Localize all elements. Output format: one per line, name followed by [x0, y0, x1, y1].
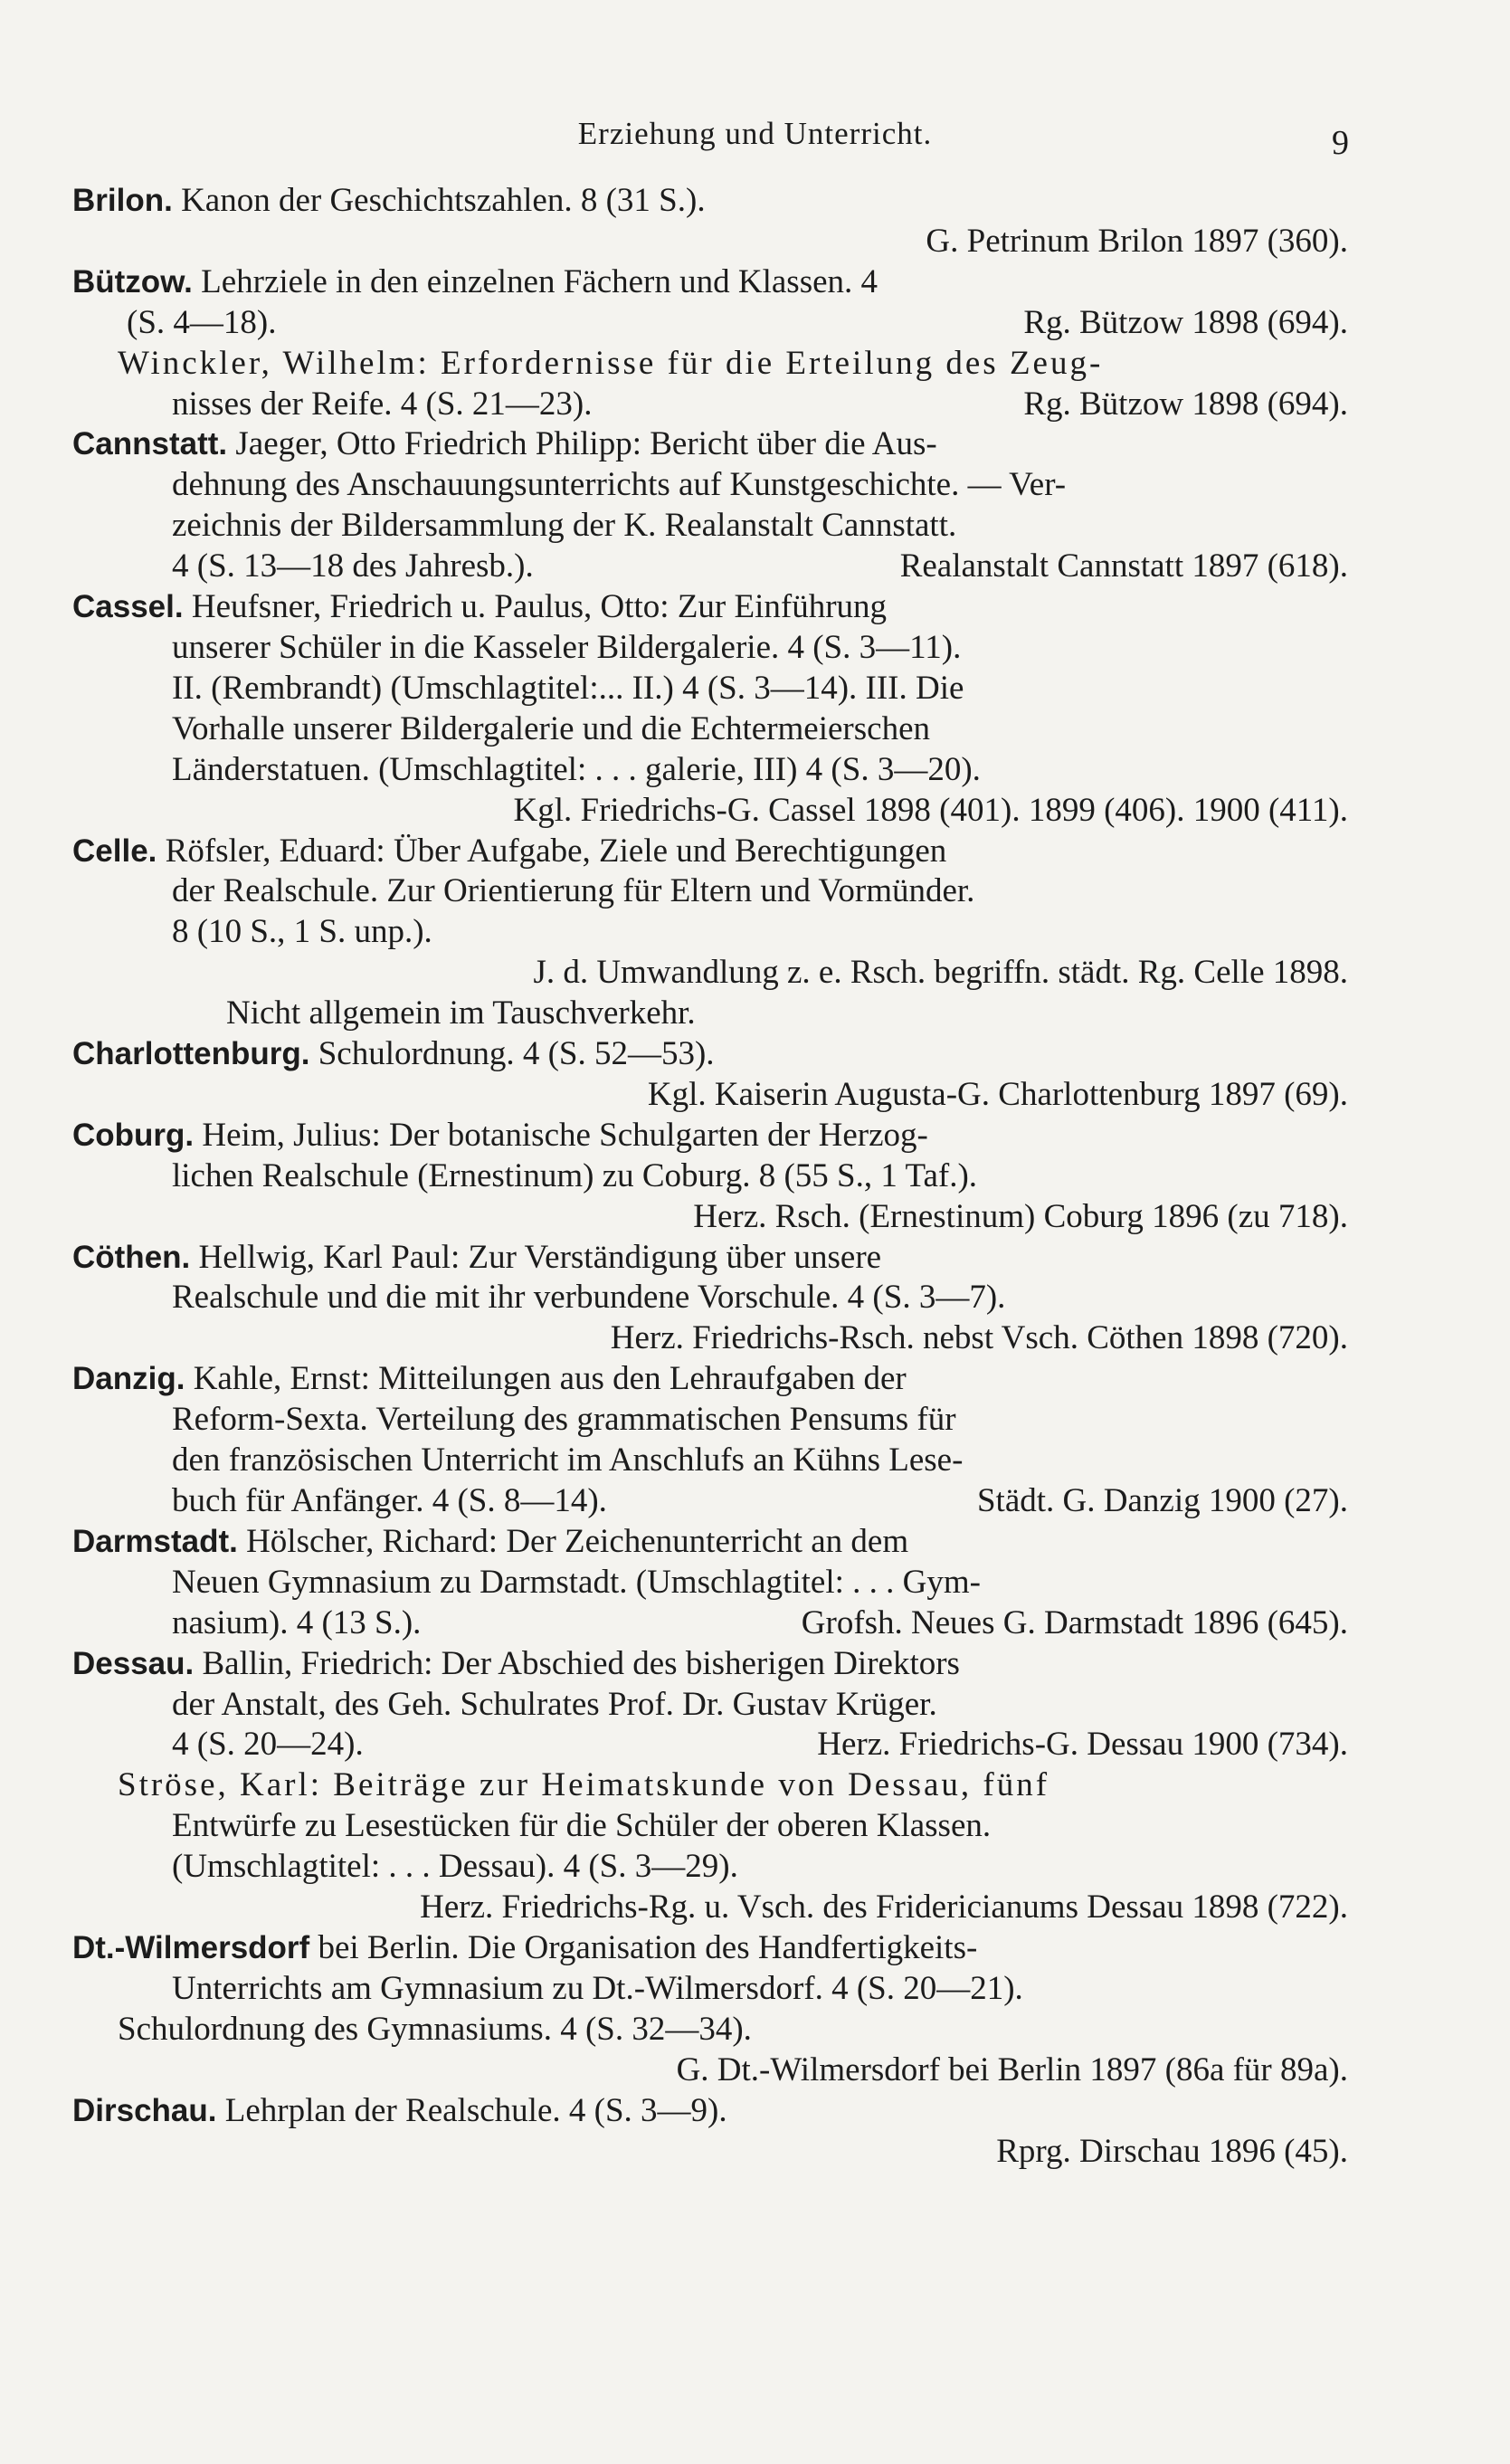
entry-line: Lehrplan der Realschule. 4 (S. 3—9).	[224, 2091, 727, 2129]
entry-cassel	[72, 587, 1348, 831]
entry-celle	[72, 832, 1348, 1035]
entry-dt-wilmersdorf	[72, 1928, 1348, 2091]
place-heading: Danzig.	[72, 1361, 185, 1397]
entry-line: der Realschule. Zur Orientierung für Eltern und Vormünder.	[172, 872, 975, 910]
source-line: Rg. Bützow 1898 (694).	[1023, 303, 1348, 341]
place-heading: Dirschau.	[72, 2092, 217, 2128]
entry-line: Ballin, Friedrich: Der Abschied des bisherigen Direktors	[202, 1644, 960, 1682]
place-heading: Bützow.	[72, 263, 193, 300]
source-line: Herz. Rsch. (Ernestinum) Coburg 1896 (zu 718).	[693, 1197, 1348, 1235]
entry-line: der Anstalt, des Geh. Schulrates Prof. Dr. Gustav Krüger.	[172, 1685, 937, 1723]
bibliography-list	[72, 181, 1348, 2172]
source-line: Herz. Friedrichs-Rg. u. Vsch. des Fridericianums Dessau 1898 (722).	[420, 1888, 1348, 1926]
entry-line: Jaeger, Otto Friedrich Philipp: Bericht über die Aus-	[235, 425, 937, 463]
entry-line: Röfsler, Eduard: Über Aufgabe, Ziele und Berechtigungen	[165, 832, 947, 870]
entry-charlottenburg	[72, 1034, 1348, 1116]
entry-brilon	[72, 181, 1348, 262]
entry-line: Kahle, Ernst: Mitteilungen aus den Lehraufgaben der	[193, 1360, 907, 1398]
entry-line: dehnung des Anschauungsunterrichts auf Kunstgeschichte. — Ver-	[172, 466, 1067, 504]
entry-line: den französischen Unterricht im Anschlufs an Kühns Lese-	[172, 1441, 964, 1479]
entry-dirschau	[72, 2091, 1348, 2173]
entry-note: Nicht allgemein im Tauschverkehr.	[226, 994, 696, 1032]
source-line: J. d. Umwandlung z. e. Rsch. begriffn. städt. Rg. Celle 1898.	[533, 954, 1348, 992]
source-line: Rprg. Dirschau 1896 (45).	[996, 2132, 1348, 2170]
page-number: 9	[1332, 124, 1349, 162]
place-heading: Cassel.	[72, 589, 184, 625]
place-heading: Brilon.	[72, 183, 173, 218]
entry-line: Realschule und die mit ihr verbundene Vorschule. 4 (S. 3—7).	[172, 1279, 1006, 1317]
entry-line: Vorhalle unserer Bildergalerie und die Echtermeierschen	[172, 709, 930, 747]
source-line: Realanstalt Cannstatt 1897 (618).	[899, 547, 1348, 585]
entry-coethen	[72, 1238, 1348, 1360]
entry-line: II. (Rembrandt) (Umschlagtitel:... II.) 4 (S. 3—14). III. Die	[172, 669, 964, 707]
source-line: Grofsh. Neues G. Darmstadt 1896 (645).	[801, 1603, 1348, 1641]
entry-line: buch für Anfänger. 4 (S. 8—14).	[172, 1482, 607, 1519]
source-line: G. Petrinum Brilon 1897 (360).	[926, 222, 1348, 260]
entry-line: Reform-Sexta. Verteilung des grammatischen Pensums für	[172, 1401, 956, 1439]
entry-line: 4 (S. 20—24).	[172, 1726, 364, 1764]
entry-line: Länderstatuen. (Umschlagtitel: . . . galerie, III) 4 (S. 3—20).	[172, 750, 981, 788]
entry-line: Unterrichts am Gymnasium zu Dt.-Wilmersdorf. 4 (S. 20—21).	[172, 1969, 1023, 2007]
entry-line: lichen Realschule (Ernestinum) zu Coburg. 8 (55 S., 1 Taf.).	[172, 1156, 978, 1194]
running-title: Erziehung und Unterricht.	[577, 116, 933, 151]
source-line: Rg. Bützow 1898 (694).	[1023, 385, 1348, 423]
entry-line: Schulordnung des Gymnasiums. 4 (S. 32—34).	[118, 2010, 752, 2048]
entry-line: (S. 4—18).	[127, 303, 277, 341]
entry-line: 4 (S. 13—18 des Jahresb.).	[172, 547, 534, 585]
entry-line: Schulordnung. 4 (S. 52—53).	[318, 1035, 715, 1073]
entry-line: Entwürfe zu Lesestücken für die Schüler der oberen Klassen.	[172, 1807, 992, 1845]
entry-darmstadt	[72, 1522, 1348, 1644]
place-heading: Dt.-Wilmersdorf	[72, 1929, 310, 1965]
source-line: Herz. Friedrichs-G. Dessau 1900 (734).	[817, 1726, 1348, 1764]
entry-buetzow	[72, 262, 1348, 425]
entry-line: nisses der Reife. 4 (S. 21—23).	[172, 385, 593, 423]
source-line: Kgl. Friedrichs-G. Cassel 1898 (401). 1899 (406). 1900 (411).	[513, 791, 1348, 829]
entry-line: Heufsner, Friedrich u. Paulus, Otto: Zur Einführung	[191, 588, 888, 626]
entry-line: (Umschlagtitel: . . . Dessau). 4 (S. 3—29).	[172, 1848, 738, 1886]
entry-line: Neuen Gymnasium zu Darmstadt. (Umschlagtitel: . . . Gym-	[172, 1563, 981, 1601]
place-heading: Celle.	[72, 832, 157, 869]
entry-cannstatt	[72, 424, 1348, 587]
entry-line: Ströse, Karl: Beiträge zur Heimatskunde von Dessau, fünf	[118, 1766, 1050, 1804]
place-heading: Dessau.	[72, 1645, 195, 1681]
source-line: Herz. Friedrichs-Rsch. nebst Vsch. Cöthen 1898 (720).	[610, 1319, 1348, 1357]
entry-line: nasium). 4 (13 S.).	[172, 1603, 422, 1641]
entry-line: zeichnis der Bildersammlung der K. Realanstalt Cannstatt.	[172, 507, 957, 545]
entry-danzig	[72, 1359, 1348, 1522]
entry-line: Kanon der Geschichtszahlen. 8 (31 S.).	[181, 182, 706, 219]
entry-line: Hölscher, Richard: Der Zeichenunterricht an dem	[246, 1522, 909, 1560]
place-heading: Cannstatt.	[72, 426, 228, 462]
entry-dessau	[72, 1644, 1348, 1928]
entry-line: Hellwig, Karl Paul: Zur Verständigung über unsere	[198, 1238, 882, 1276]
entry-line: Lehrziele in den einzelnen Fächern und Klassen. 4	[201, 262, 878, 300]
place-heading: Charlottenburg.	[72, 1036, 310, 1072]
entry-line: Winckler, Wilhelm: Erfordernisse für die Erteilung des Zeug-	[118, 344, 1104, 382]
entry-line: Heim, Julius: Der botanische Schulgarten der Herzog-	[202, 1116, 928, 1154]
source-line: Städt. G. Danzig 1900 (27).	[976, 1482, 1348, 1519]
source-line: Kgl. Kaiserin Augusta-G. Charlottenburg 1897 (69).	[647, 1075, 1348, 1113]
entry-line: unserer Schüler in die Kasseler Bildergalerie. 4 (S. 3—11).	[172, 628, 962, 666]
entry-coburg	[72, 1116, 1348, 1238]
entry-line: 8 (10 S., 1 S. unp.).	[172, 913, 432, 951]
place-heading: Coburg.	[72, 1117, 195, 1153]
entry-line: bei Berlin. Die Organisation des Handfertigkeits-	[318, 1928, 978, 1966]
place-heading: Darmstadt.	[72, 1523, 238, 1559]
place-heading: Cöthen.	[72, 1239, 191, 1275]
source-line: G. Dt.-Wilmersdorf bei Berlin 1897 (86a für 89a).	[676, 2050, 1348, 2088]
